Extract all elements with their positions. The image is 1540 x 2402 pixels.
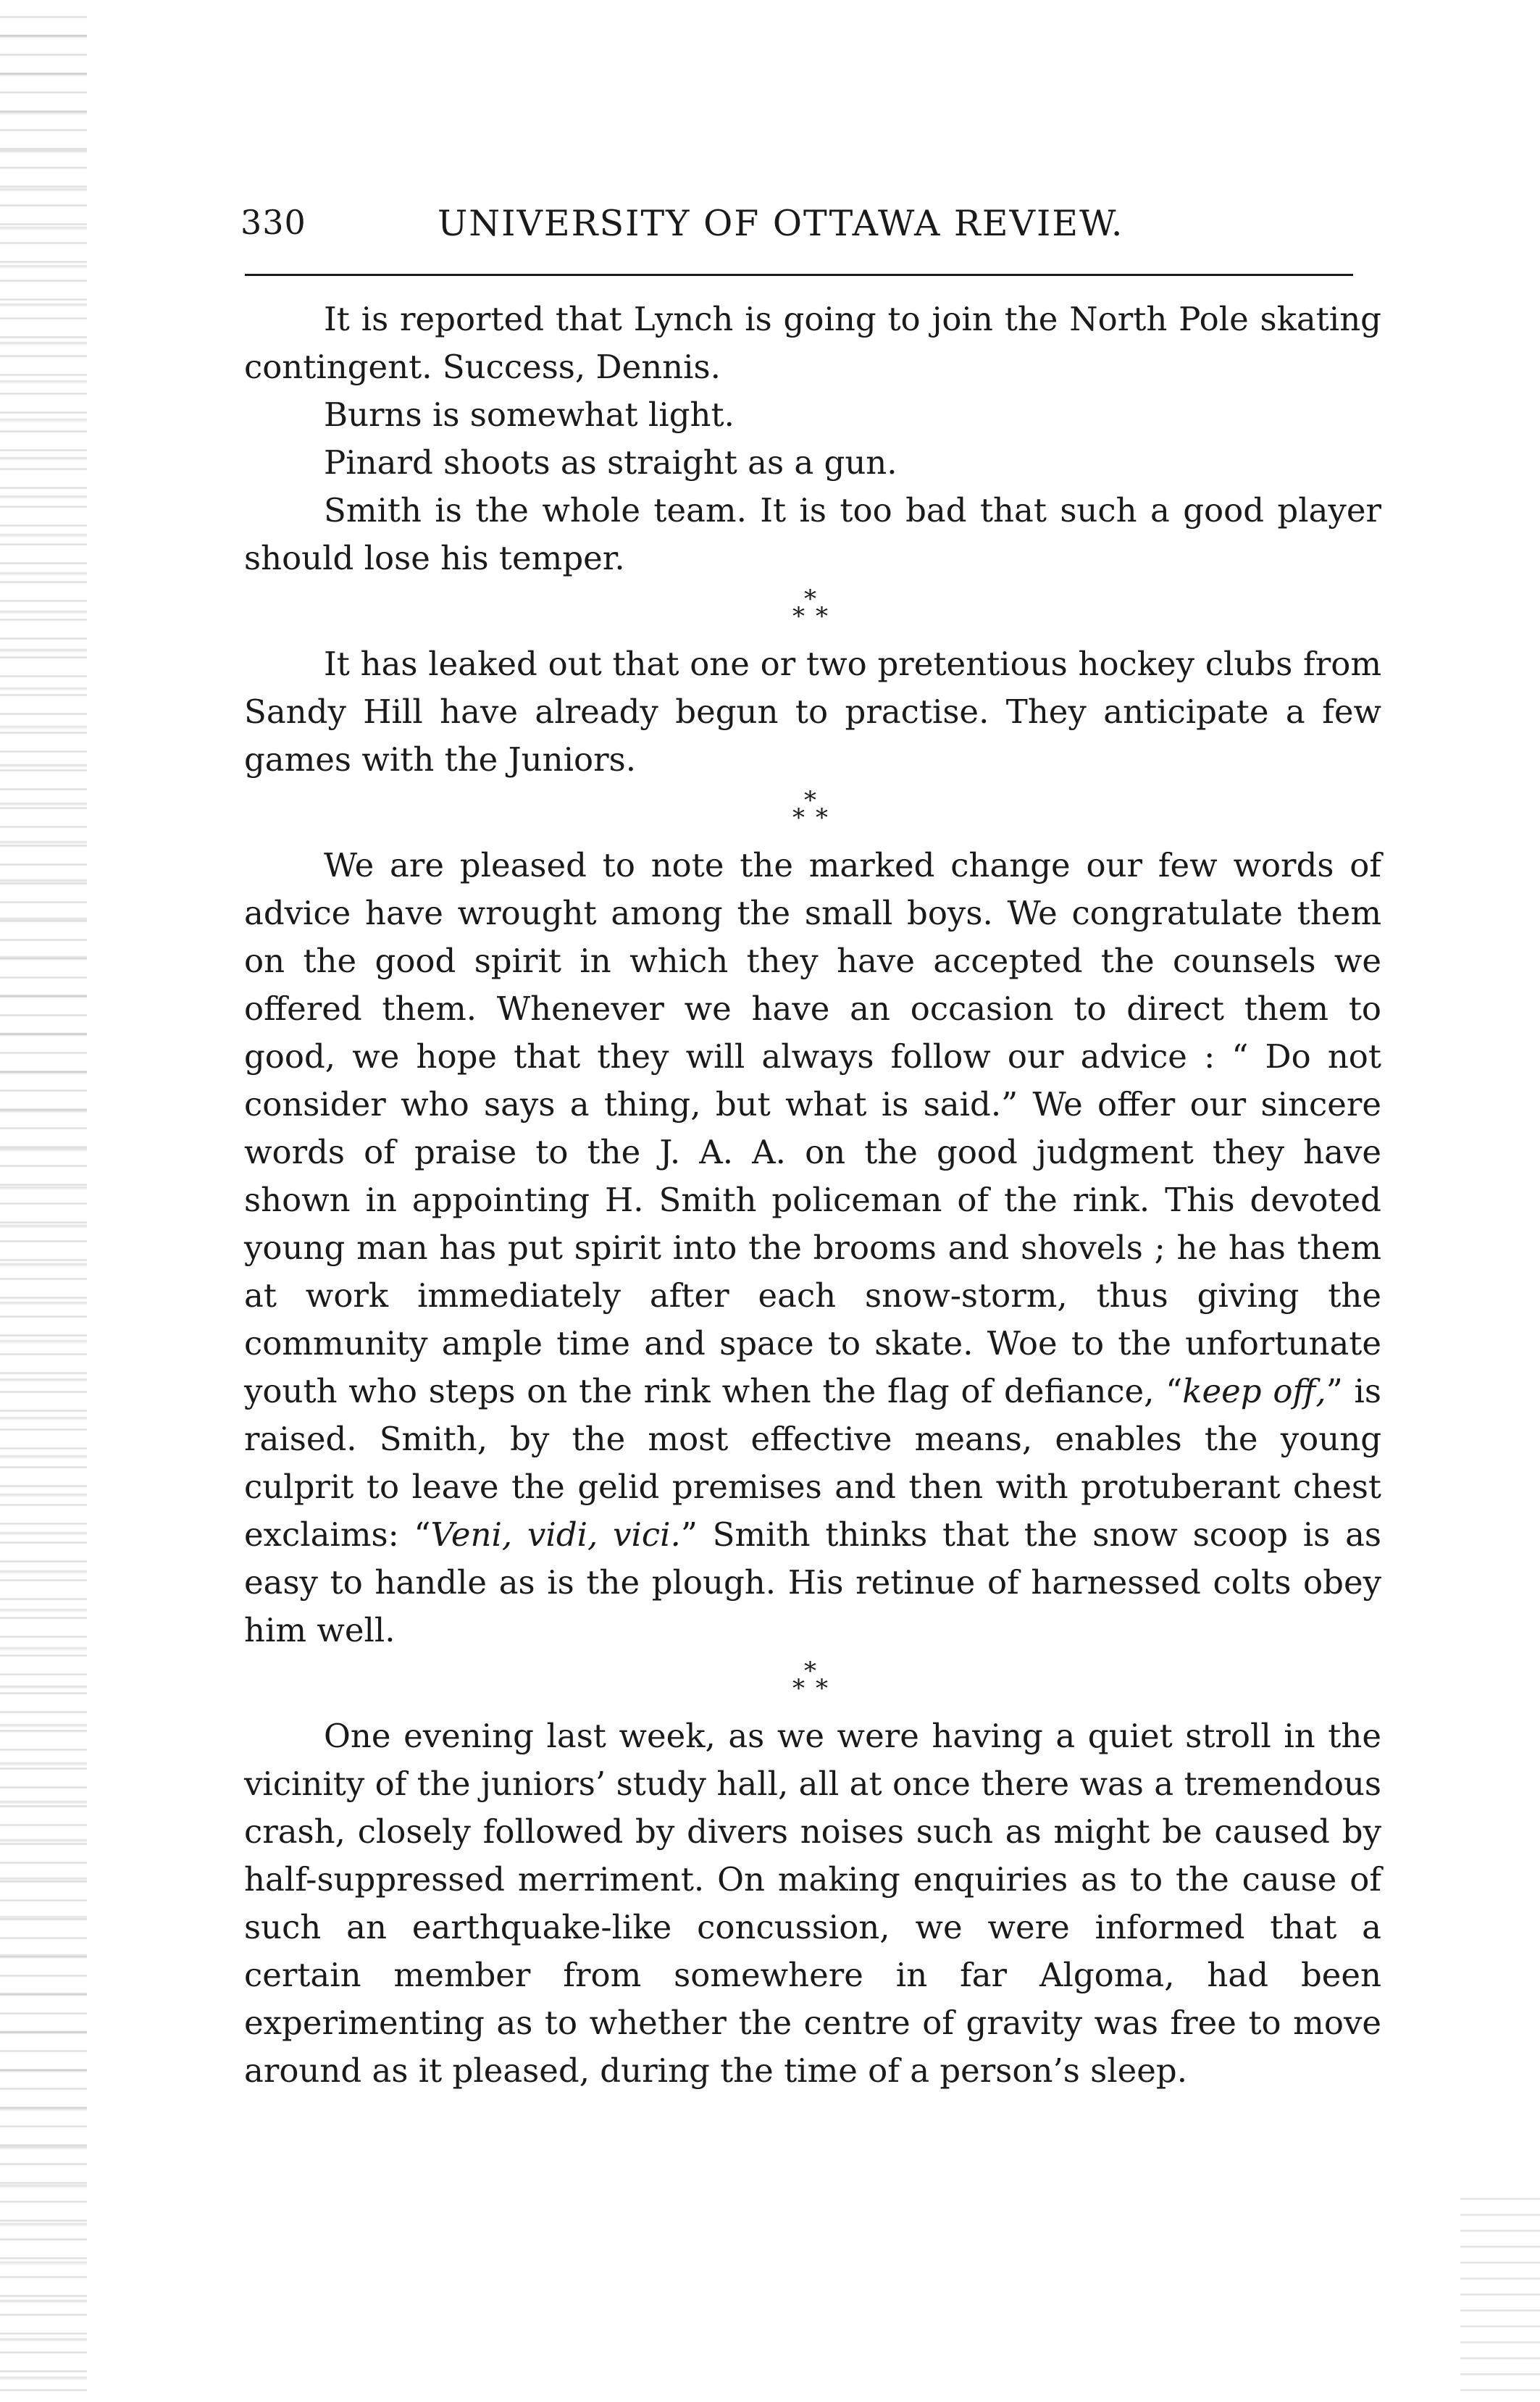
asterism-star: * [804, 585, 816, 614]
paragraph-burns: Burns is somewhat light. [324, 396, 735, 434]
paragraph-small-boys-part3: ” Smith thinks that the snow scoop is as easy to handle as is the plough. His retinue of harnessed colts obey him well. [244, 1515, 1381, 1649]
asterism-star: * [804, 1657, 816, 1686]
paragraph-small-boys-part1: We are pleased to note the marked change our few words of advice have wrought among the small boys. We congratulate them on the good spirit in which they have accepted the counsels we offered them. Whenever we have an occasion to direct them to good, we hope that they will always follow our advice : “ Do not consider who says a thing, but what is said.” We offer our sincere words of praise to the J. A. A. on the good judgment they have shown in appointing H. Smith policeman of the rink. This devoted young man has put spirit into the brooms and shovels ; he has them at work immediately after each snow-storm, thus giving the community ample time and space to skate. Woe to the unfortunate youth who steps on the rink when the flag of defiance, “ [244, 846, 1381, 1410]
header-rule [245, 274, 1353, 276]
running-header [240, 203, 1356, 254]
asterism-star: * [816, 602, 828, 631]
paragraph-smith-team: Smith is the whole team. It is too bad that such a good player should lose his temper. [244, 491, 1381, 577]
asterism-star: * [804, 786, 816, 815]
italic-veni-vidi-vici: Veni, vidi, vici. [430, 1515, 681, 1554]
paragraph-small-boys-part2: ” is raised. Smith, by the most effective means, enables the young culprit to leave the gelid premises and then with protuberant chest exclaims: “ [244, 1372, 1382, 1554]
asterism-star: * [816, 1674, 828, 1703]
asterism-star: * [792, 803, 805, 832]
italic-keep-off: keep off, [1182, 1372, 1326, 1410]
asterism-star: * [816, 803, 828, 832]
paragraph-pinard: Pinard shoots as straight as a gun. [324, 443, 897, 482]
paragraph-evening-stroll: One evening last week, as we were having a quiet stroll in the vicinity of the juniors’ study hall, all at once there was a tremendous crash, closely followed by divers noises such as might be caused by half-suppressed merriment. On making enquiries as to the cause of such an earthquake-like concussion, we were informed that a certain member from somewhere in far Algoma, had been experimenting as to whether the centre of gravity was free to move around as it pleased, during the time of a person’s sleep. [244, 1717, 1381, 2090]
asterism-star: * [792, 602, 805, 631]
section-asterism [244, 784, 1381, 842]
asterism-star: * [792, 1674, 805, 1703]
section-asterism [244, 582, 1381, 640]
paragraph-hockey-clubs: It has leaked out that one or two pretentious hockey clubs from Sandy Hill have already begun to practise. They anticipate a few games with the Juniors. [244, 645, 1381, 779]
scan-edge-noise-left [0, 0, 87, 2402]
running-title: UNIVERSITY OF OTTAWA REVIEW. [438, 203, 1124, 244]
page-number: 330 [240, 203, 306, 242]
scan-edge-noise-right [1460, 2185, 1540, 2402]
paragraph-lynch: It is reported that Lynch is going to join the North Pole skating contingent. Success, Dennis. [244, 300, 1381, 386]
body-text [244, 296, 1381, 2095]
paragraph-small-boys [244, 842, 1381, 1654]
section-asterism [244, 1654, 1381, 1712]
